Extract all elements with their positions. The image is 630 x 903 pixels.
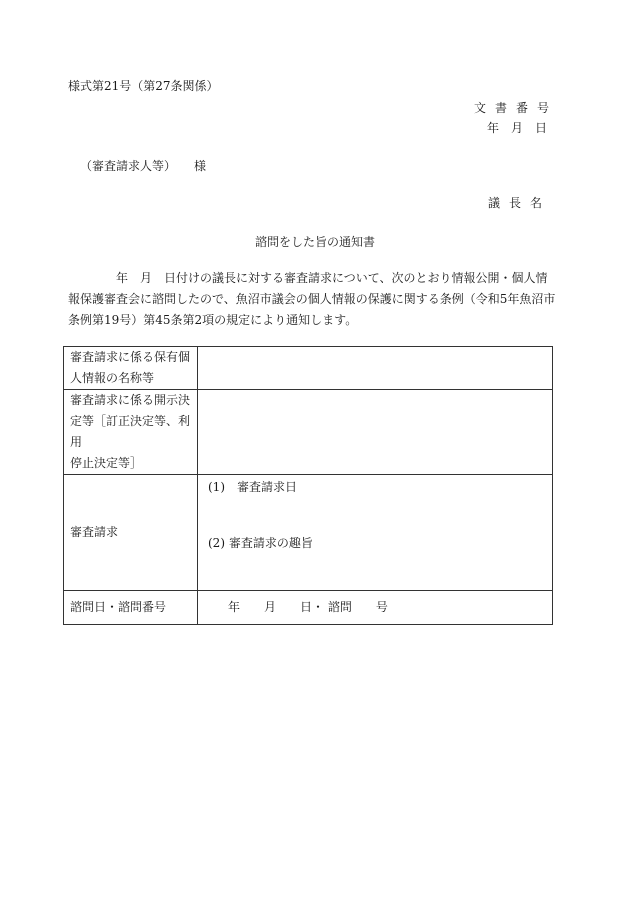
label-line: 停止決定等］ xyxy=(70,456,143,470)
label-line: 人情報の名称等 xyxy=(70,371,155,385)
consultation-label: 諮問日・諮問番号 xyxy=(64,591,198,625)
personal-info-name-label xyxy=(64,347,198,390)
document-date-label: 年 月 日 xyxy=(487,121,548,135)
document-title: 諮問をした旨の通知書 xyxy=(254,235,375,249)
table-row xyxy=(64,347,553,390)
appeal-date-item: (1) 審査請求日 xyxy=(208,480,297,494)
form-number: 様式第21号（第27条関係） xyxy=(68,79,219,93)
disclosure-decision-label xyxy=(64,390,198,475)
table-row xyxy=(64,591,553,625)
appeal-label: 審査請求 xyxy=(64,475,198,591)
label-line: 定等［訂正決定等、利用 xyxy=(70,414,191,449)
details-table xyxy=(63,346,553,625)
table-row xyxy=(64,475,553,591)
body-line-1: 年 月 日付けの議長に対する審査請求について、次のとおり情報公開・個人情 xyxy=(116,271,548,285)
label-line: 審査請求に係る開示決 xyxy=(70,393,191,407)
consultation-value: 年 月 日・ 諮問 号 xyxy=(198,591,553,625)
document-number-label: 文書番号 xyxy=(474,101,559,115)
appeal-details xyxy=(198,475,553,591)
body-line-2: 報保護審査会に諮問したので、魚沼市議会の個人情報の保護に関する条例（令和5年魚沼市 xyxy=(68,292,556,306)
chair-name-label: 議長名 xyxy=(488,196,552,210)
addressee-line: （審査請求人等） 様 xyxy=(80,159,207,173)
disclosure-decision-value xyxy=(198,390,553,475)
label-line: 審査請求に係る保有個 xyxy=(70,350,191,364)
appeal-purpose-item: (2) 審査請求の趣旨 xyxy=(208,536,313,550)
table-row xyxy=(64,390,553,475)
body-line-3: 条例第19号）第45条第2項の規定により通知します。 xyxy=(68,313,358,327)
personal-info-name-value xyxy=(198,347,553,390)
notice-body xyxy=(68,268,554,331)
